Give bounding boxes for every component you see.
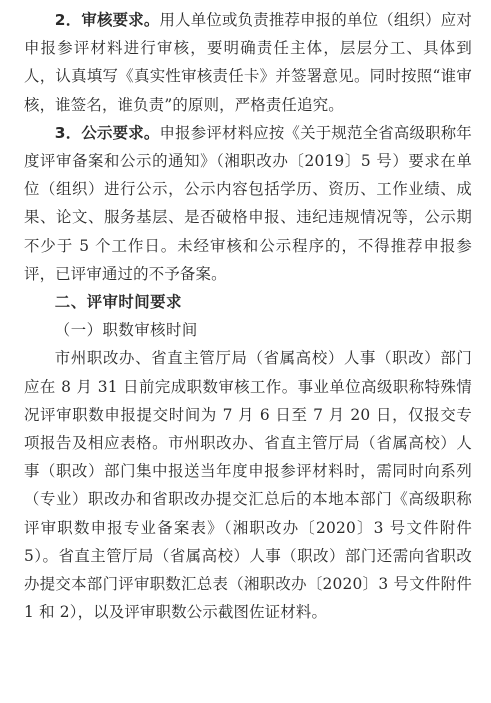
review-requirements-text: 用人单位或负责推荐申报的单位（组织）应对申报参评材料进行审核，要明确责任主体，层层分工、具体到人，认真填写《真实性审核责任卡》并签署意见。同时按照“谁审核，谁签名，谁负责”的原则，严格责任追究。 bbox=[24, 11, 472, 114]
document-page bbox=[24, 6, 472, 626]
paragraph-review-requirements bbox=[24, 6, 472, 119]
subsection-heading-quota-review-time: （一）职数审核时间 bbox=[54, 321, 198, 340]
publicity-requirements-text: 申报参评材料应按《关于规范全省高级职称年度评审备案和公示的通知》（湘职改办〔2019〕5 号）要求在单位（组织）进行公示，公示内容包括学历、资历、工作业绩、成果、论文、服务基层、是否破格申报、违纪违规情况等，公示期不少于 5 个工作日。未经审核和公示程序的，不得推荐申报参评，已评审通过的不予备案。 bbox=[24, 123, 472, 283]
paragraph-quota-review: 市州职改办、省直主管厅局（省属高校）人事（职改）部门应在 8 月 31 日前完成职数审核工作。事业单位高级职称特殊情况评审职数申报提交时间为 7 月 6 日至 7 月 20 日，仅报交专项报告及相应表格。市州职改办、省直主管厅局（省属高校）人事（职改）部门集中报送当年度申报参评材料时，需同时向系列（专业）职改办和省职改办提交汇总后的本地本部门《高级职称评审职数申报专业备案表》（湘职改办〔2020〕3 号文件附件 5）。省直主管厅局（省属高校）人事（职改）部门还需向省职改办提交本部门评审职数汇总表（湘职改办〔2020〕3 号文件附件 1 和 2），以及评审职数公示截图佐证材料。 bbox=[24, 349, 472, 622]
review-requirements-label: 2．审核要求。 bbox=[54, 11, 160, 29]
publicity-requirements-label: 3．公示要求。 bbox=[54, 123, 160, 142]
section-heading-review-time: 二、评审时间要求 bbox=[54, 293, 182, 312]
paragraph-publicity-requirements bbox=[24, 119, 472, 288]
